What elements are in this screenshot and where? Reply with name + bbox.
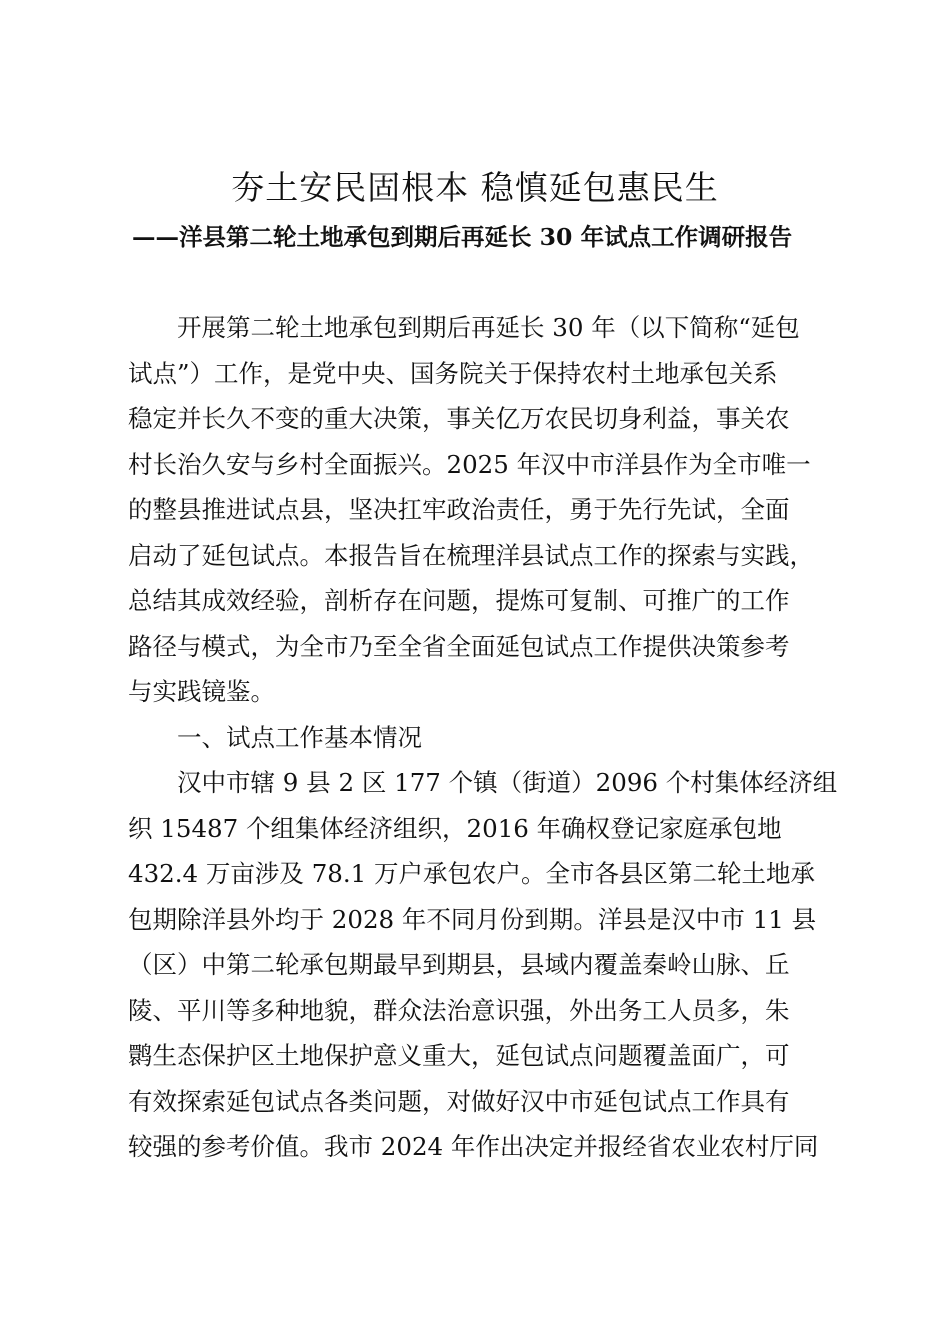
section-heading: 一、试点工作基本情况 xyxy=(177,722,422,752)
text-line: 启动了延包试点。本报告旨在梳理洋县试点工作的探索与实践， xyxy=(128,540,814,570)
text-line: 试点”）工作，是党中央、国务院关于保持农村土地承包关系 xyxy=(128,358,778,388)
text-line: 鹮生态保护区土地保护意义重大，延包试点问题覆盖面广，可 xyxy=(128,1041,790,1070)
document-title: 夯土安民固根本 稳慎延包惠民生 xyxy=(231,168,719,207)
text-line: 路径与模式，为全市乃至全省全面延包试点工作提供决策参考 xyxy=(128,631,790,661)
document-body xyxy=(128,305,840,1170)
text-line: 较强的参考价值。我市 2024 年作出决定并报经省农业农村厅同 xyxy=(128,1132,819,1161)
text-line: 村长治久安与乡村全面振兴。2025 年汉中市洋县作为全市唯一 xyxy=(128,449,811,479)
text-line: 有效探索延包试点各类问题，对做好汉中市延包试点工作具有 xyxy=(128,1086,790,1116)
paragraph-intro xyxy=(128,305,840,715)
text-line: 开展第二轮土地承包到期后再延长 30 年（以下简称“延包 xyxy=(177,313,800,342)
text-line: 包期除洋县外均于 2028 年不同月份到期。洋县是汉中市 11 县 xyxy=(128,904,817,934)
text-line: 432.4 万亩涉及 78.1 万户承包农户。全市各县区第二轮土地承 xyxy=(128,859,816,888)
text-line: 与实践镜鉴。 xyxy=(128,677,275,706)
text-line: 织 15487 个组集体经济组织，2016 年确权登记家庭承包地 xyxy=(128,813,782,843)
paragraph-basic-situation xyxy=(128,760,840,1170)
text-line: 总结其成效经验，剖析存在问题，提炼可复制、可推广的工作 xyxy=(128,586,790,615)
document-subtitle: ——洋县第二轮土地承包到期后再延长 30 年试点工作调研报告 xyxy=(132,223,793,251)
text-line: 的整县推进试点县，坚决扛牢政治责任，勇于先行先试，全面 xyxy=(128,495,790,524)
text-line: （区）中第二轮承包期最早到期县，县域内覆盖秦岭山脉、丘 xyxy=(128,950,790,979)
text-line: 陵、平川等多种地貌，群众法治意识强，外出务工人员多，朱 xyxy=(128,995,790,1025)
text-line: 汉中市辖 9 县 2 区 177 个镇（街道）2096 个村集体经济组 xyxy=(177,768,838,797)
text-line: 稳定并长久不变的重大决策，事关亿万农民切身利益，事关农 xyxy=(128,404,790,433)
